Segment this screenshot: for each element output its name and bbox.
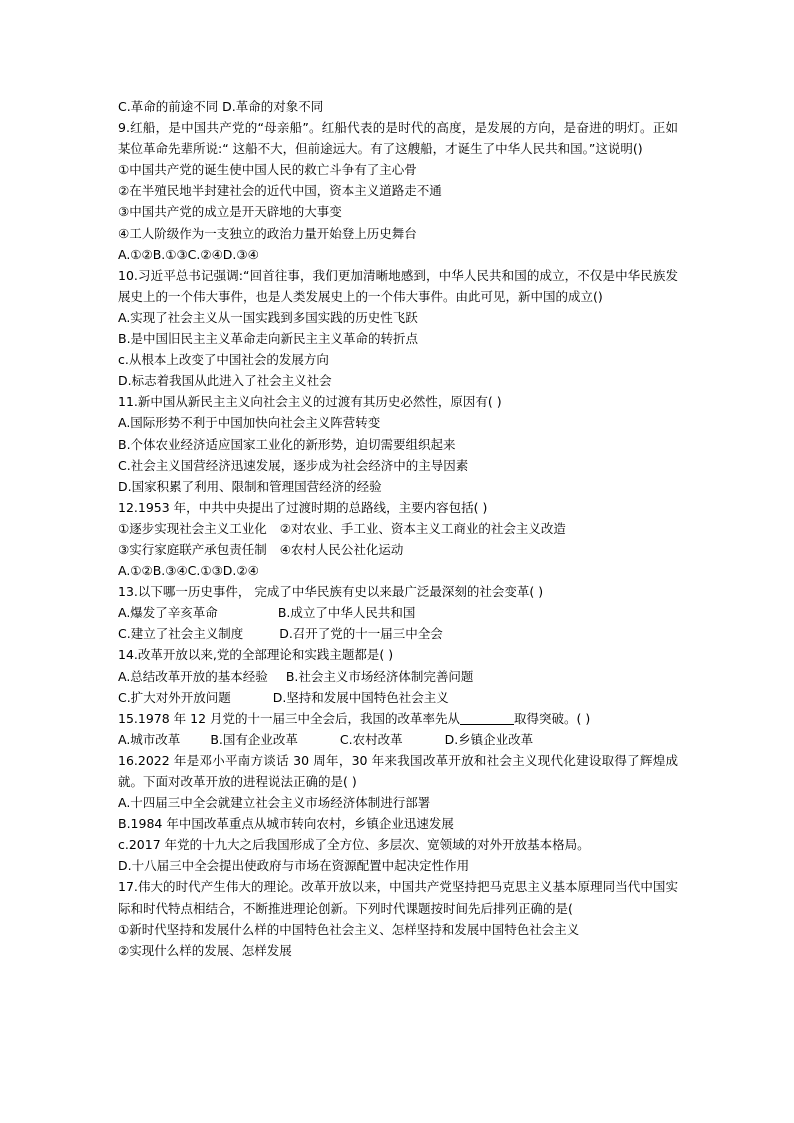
q11-option-d: D.国家积累了利用、限制和管理国营经济的经验: [118, 478, 382, 494]
q16-option-c: c.2017 年党的十九大之后我国形成了全方位、多层次、宽领域的对外开放基本格局。: [118, 837, 590, 853]
exam-page: [118, 96, 678, 961]
q16-option-d: D.十八届三中全会提出使政府与市场在资源配置中起决定性作用: [118, 858, 470, 874]
q15-option-d: D.乡镇企业改革: [444, 731, 534, 747]
q13-option-d: D.召开了党的十一届三中全会: [279, 626, 443, 642]
q9-statement-2: ②在半殖民地半封建社会的近代中国，资本主义道路走不通: [118, 183, 442, 199]
q13-options-ab: [118, 602, 678, 623]
q9-statement-4: ④工人阶级作为一支独立的政治力量开始登上历史舞台: [118, 225, 417, 241]
q15-fill-blank: [460, 711, 514, 725]
q12-statement-4: ④农村人民公社化运动: [279, 541, 404, 557]
q10-stem: 10.习近平总书记强调:“回首往事，我们更加清晰地感到，中华人民共和国的成立，不仅是中华民族发展史上的一个伟大事件，也是人类发展史上的一个伟大事件。由此可见，新中国的成立(): [118, 267, 678, 304]
q16-option-b: B.1984 年中国改革重点从城市转向农村，乡镇企业迅速发展: [118, 816, 454, 832]
q16-option-a: A.十四届三中全会就建立社会主义市场经济体制进行部署: [118, 795, 431, 811]
q10-option-d: D.标志着我国从此进入了社会主义社会: [118, 373, 332, 389]
q14-stem: 14.改革开放以来,党的全部理论和实践主题都是( ): [118, 647, 394, 663]
q14-option-c: C.扩大对外开放问题: [118, 689, 231, 705]
q12-statement-1: ①逐步实现社会主义工业化: [118, 520, 267, 536]
q11-option-a: A.国际形势不利于中国加快向社会主义阵营转变: [118, 415, 381, 431]
q17-stem: 17.伟大的时代产生伟大的理论。改革开放以来，中国共产党坚持把马克思主义基本原理同当代中国实际和时代特点相结合，不断推进理论创新。下列时代课题按时间先后排列正确的是(: [118, 879, 678, 916]
q13-option-a: A.爆发了辛亥革命: [118, 605, 218, 621]
q9-answer-options: A.①②B.①③C.②④D.③④: [118, 246, 259, 262]
q12-answer-options: A.①②B.③④C.①③D.②④: [118, 563, 259, 579]
q15-stem-before-blank: 15.1978 年 12 月党的十一届三中全会后，我国的改革率先从: [118, 710, 461, 726]
q14-option-a: A.总结改革开放的基本经验: [118, 668, 268, 684]
q9-statement-1: ①中国共产党的诞生使中国人民的救亡斗争有了主心骨: [118, 162, 417, 178]
q9-stem: 9.红船，是中国共产党的“母亲船”。红船代表的是时代的高度，是发展的方向，是奋进的明灯。正如某位革命先辈所说:“ 这船不大，但前途远大。有了这艘船，才诞生了中华人民共和国。”这说明(): [118, 120, 678, 157]
q9-statement-3: ③中国共产党的成立是开天辟地的大事变: [118, 204, 342, 220]
q16-stem: 16.2022 年是邓小平南方谈话 30 周年，30 年来我国改革开放和社会主义现代化建设取得了辉煌成就。下面对改革开放的进程说法正确的是( ): [118, 752, 678, 789]
q14-option-b: B.社会主义市场经济体制完善问题: [285, 668, 474, 684]
q15-option-a: A.城市改革: [118, 731, 181, 747]
q12-statements-3-4: [118, 539, 678, 560]
q14-options-cd: [118, 687, 678, 708]
q11-option-b: B.个体农业经济适应国家工业化的新形势，迫切需要组织起来: [118, 436, 456, 452]
q14-option-d: D.坚持和发展中国特色社会主义: [272, 689, 449, 705]
q10-option-a: A.实现了社会主义从一国实践到多国实践的历史性飞跃: [118, 309, 418, 325]
q15-option-b: B.国有企业改革: [210, 731, 298, 747]
q13-options-cd: [118, 623, 678, 644]
q13-option-c: C.建立了社会主义制度: [118, 626, 244, 642]
q15-option-c: C.农村改革: [339, 731, 403, 747]
q13-stem: 13.以下哪一历史事件， 完成了中华民族有史以来最广泛最深刻的社会变革( ): [118, 584, 544, 600]
q8-options-cd: C.革命的前途不同 D.革命的对象不同: [118, 99, 324, 114]
q15-stem-after-blank: 取得突破。( ): [514, 710, 591, 726]
q15-stem: [118, 708, 678, 729]
q12-statement-2: ②对农业、手工业、资本主义工商业的社会主义改造: [279, 520, 566, 536]
q11-option-c: C.社会主义国营经济迅速发展，逐步成为社会经济中的主导因素: [118, 457, 469, 473]
q12-stem: 12.1953 年，中共中央提出了过渡时期的总路线，主要内容包括( ): [118, 499, 488, 515]
q17-statement-1: ①新时代坚持和发展什么样的中国特色社会主义、怎样坚持和发展中国特色社会主义: [118, 921, 580, 937]
q12-statement-3: ③实行家庭联产承包责任制: [118, 541, 267, 557]
q14-options-ab: [118, 666, 678, 687]
q11-stem: 11.新中国从新民主主义向社会主义的过渡有其历史必然性，原因有( ): [118, 394, 502, 410]
q15-options: [118, 729, 678, 750]
q12-statements-1-2: [118, 518, 678, 539]
q10-option-b: B.是中国旧民主主义革命走向新民主主义革命的转折点: [118, 331, 419, 347]
q17-statement-2: ②实现什么样的发展、怎样发展: [118, 942, 292, 958]
q10-option-c: c.从根本上改变了中国社会的发展方向: [118, 352, 329, 368]
q13-option-b: B.成立了中华人民共和国: [277, 605, 416, 621]
